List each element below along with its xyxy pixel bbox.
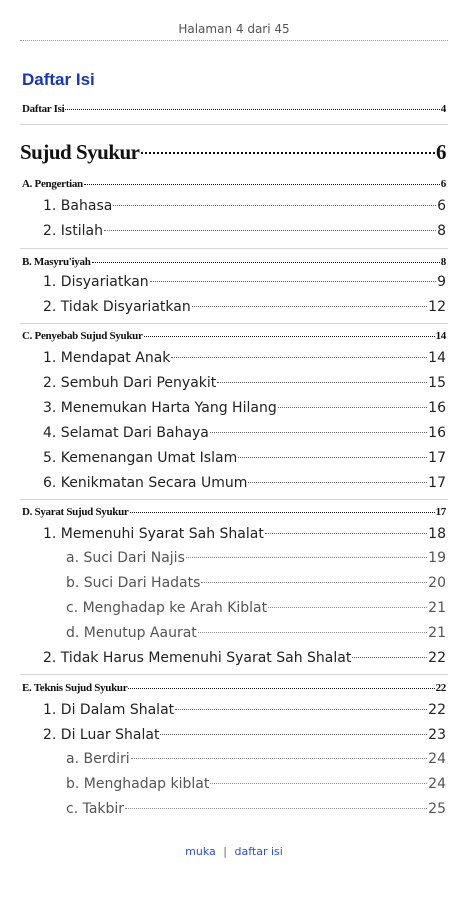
header-divider [20,40,448,41]
toc-entry-page: 24 [428,751,446,767]
toc-entry-page: 15 [428,375,446,391]
toc-entry-selamat[interactable] [0,425,468,441]
footer-link-daftar-isi[interactable]: daftar isi [234,845,283,858]
toc-entry-page: 23 [428,727,446,743]
toc-leader [352,657,427,658]
toc-entry-suci-najis[interactable] [0,550,468,566]
toc-leader [210,432,427,433]
toc-title: Daftar Isi [22,70,95,89]
toc-entry-tidak-disyariatkan[interactable] [0,299,468,315]
toc-entry-label: 6. Kenikmatan Secara Umum [43,475,248,491]
toc-entry-label: C. Penyebab Sujud Syukur [22,330,143,342]
toc-entry-label: 1. Disyariatkan [43,274,149,290]
toc-entry-pengertian[interactable] [0,178,468,190]
toc-leader [160,734,427,735]
toc-entry-label: 3. Menemukan Harta Yang Hilang [43,400,277,416]
toc-entry-page: 14 [428,350,446,366]
section-divider [20,674,448,675]
toc-entry-kenikmatan[interactable] [0,475,468,491]
toc-entry-page: 8 [440,256,446,268]
toc-entry-sujud-syukur[interactable] [0,140,468,165]
toc-entry-label: E. Teknis Sujud Syukur [22,682,128,694]
toc-leader [125,808,427,809]
toc-entry-kiblat[interactable] [0,600,468,616]
section-divider [20,499,448,500]
toc-entry-mendapat-anak[interactable] [0,350,468,366]
toc-entry-page: 18 [428,526,446,542]
toc-entry-page: 4 [440,103,446,115]
footer-separator: | [223,845,227,858]
toc-entry-label: 1. Bahasa [43,198,113,214]
toc-entry-page: 6 [440,178,446,190]
toc-leader [278,407,427,408]
toc-leader [248,482,427,483]
toc-leader [238,457,427,458]
toc-entry-label: 2. Tidak Harus Memenuhi Syarat Sah Shalat [43,650,352,666]
section-divider [20,248,448,249]
toc-entry-page: 24 [428,776,446,792]
toc-entry-label: A. Pengertian [22,178,83,190]
toc-entry-label: c. Takbir [66,801,125,817]
toc-leader [192,306,427,307]
toc-entry-label: D. Syarat Sujud Syukur [22,506,129,518]
toc-leader [65,109,439,110]
toc-entry-aurat[interactable] [0,625,468,641]
page-indicator: Halaman 4 dari 45 [178,22,290,36]
toc-leader [198,632,427,633]
section-divider [20,124,448,125]
toc-entry-page: 22 [428,650,446,666]
toc-entry-daftar-isi[interactable] [0,103,468,115]
toc-entry-disyariatkan[interactable] [0,274,468,290]
toc-entry-page: 20 [428,575,446,591]
toc-entry-label: 1. Di Dalam Shalat [43,702,175,718]
toc-entry-page: 17 [428,450,446,466]
toc-leader [144,336,435,337]
toc-entry-label: a. Suci Dari Najis [66,550,185,566]
toc-entry-page: 25 [428,801,446,817]
toc-entry-page: 19 [428,550,446,566]
toc-entry-label: 1. Mendapat Anak [43,350,171,366]
toc-leader [265,533,427,534]
toc-entry-page: 22 [435,682,446,694]
toc-entry-label: Sujud Syukur [20,140,140,164]
toc-entry-label: b. Menghadap kiblat [66,776,210,792]
toc-entry-page: 14 [435,330,446,342]
toc-leader [128,688,434,689]
toc-entry-harta[interactable] [0,400,468,416]
toc-leader [104,230,436,231]
toc-entry-page: 21 [428,625,446,641]
toc-entry-takbir[interactable] [0,801,468,817]
toc-entry-page: 21 [428,600,446,616]
toc-entry-syarat[interactable] [0,506,468,518]
toc-leader [150,281,436,282]
toc-entry-menghadap-kiblat[interactable] [0,776,468,792]
toc-leader [84,184,440,185]
section-divider [20,323,448,324]
toc-leader [217,382,427,383]
toc-entry-penyebab[interactable] [0,330,468,342]
toc-leader [210,783,427,784]
toc-leader [92,262,440,263]
toc-leader [131,758,428,759]
toc-entry-page: 16 [428,425,446,441]
toc-entry-label: Daftar Isi [22,103,65,115]
toc-entry-label: 2. Istilah [43,223,103,239]
toc-entry-page: 9 [437,274,446,290]
toc-entry-masyruiyah[interactable] [0,256,468,268]
toc-entry-page: 6 [436,140,446,164]
toc-entry-label: 2. Di Luar Shalat [43,727,160,743]
toc-entry-tidak-harus[interactable] [0,650,468,666]
toc-entry-page: 17 [435,506,446,518]
toc-entry-di-luar[interactable] [0,727,468,743]
footer-link-muka[interactable]: muka [185,845,216,858]
toc-entry-bahasa[interactable] [0,198,468,214]
toc-entry-label: 2. Sembuh Dari Penyakit [43,375,217,391]
toc-entry-label: c. Menghadap ke Arah Kiblat [66,600,268,616]
toc-entry-page: 6 [437,198,446,214]
toc-leader [201,582,427,583]
toc-entry-page: 22 [428,702,446,718]
toc-leader [186,557,427,558]
toc-entry-teknis[interactable] [0,682,468,694]
footer-nav [0,845,468,858]
toc-entry-berdiri[interactable] [0,751,468,767]
toc-entry-page: 8 [437,223,446,239]
toc-entry-di-dalam[interactable] [0,702,468,718]
toc-entry-label: 1. Memenuhi Syarat Sah Shalat [43,526,264,542]
toc-leader [141,152,436,154]
toc-entry-memenuhi-syarat[interactable] [0,526,468,542]
toc-entry-label: 2. Tidak Disyariatkan [43,299,191,315]
toc-entry-label: a. Berdiri [66,751,130,767]
toc-entry-page: 16 [428,400,446,416]
toc-entry-istilah[interactable] [0,223,468,239]
toc-entry-suci-hadats[interactable] [0,575,468,591]
toc-entry-label: b. Suci Dari Hadats [66,575,201,591]
toc-entry-page: 12 [428,299,446,315]
toc-leader [268,607,427,608]
toc-entry-sembuh[interactable] [0,375,468,391]
toc-entry-label: B. Masyru'iyah [22,256,91,268]
toc-entry-page: 17 [428,475,446,491]
toc-entry-label: 5. Kemenangan Umat Islam [43,450,238,466]
toc-leader [130,512,435,513]
toc-entry-label: d. Menutup Aaurat [66,625,197,641]
toc-leader [175,709,427,710]
toc-leader [113,205,436,206]
toc-entry-label: 4. Selamat Dari Bahaya [43,425,209,441]
toc-leader [171,357,427,358]
toc-entry-kemenangan[interactable] [0,450,468,466]
